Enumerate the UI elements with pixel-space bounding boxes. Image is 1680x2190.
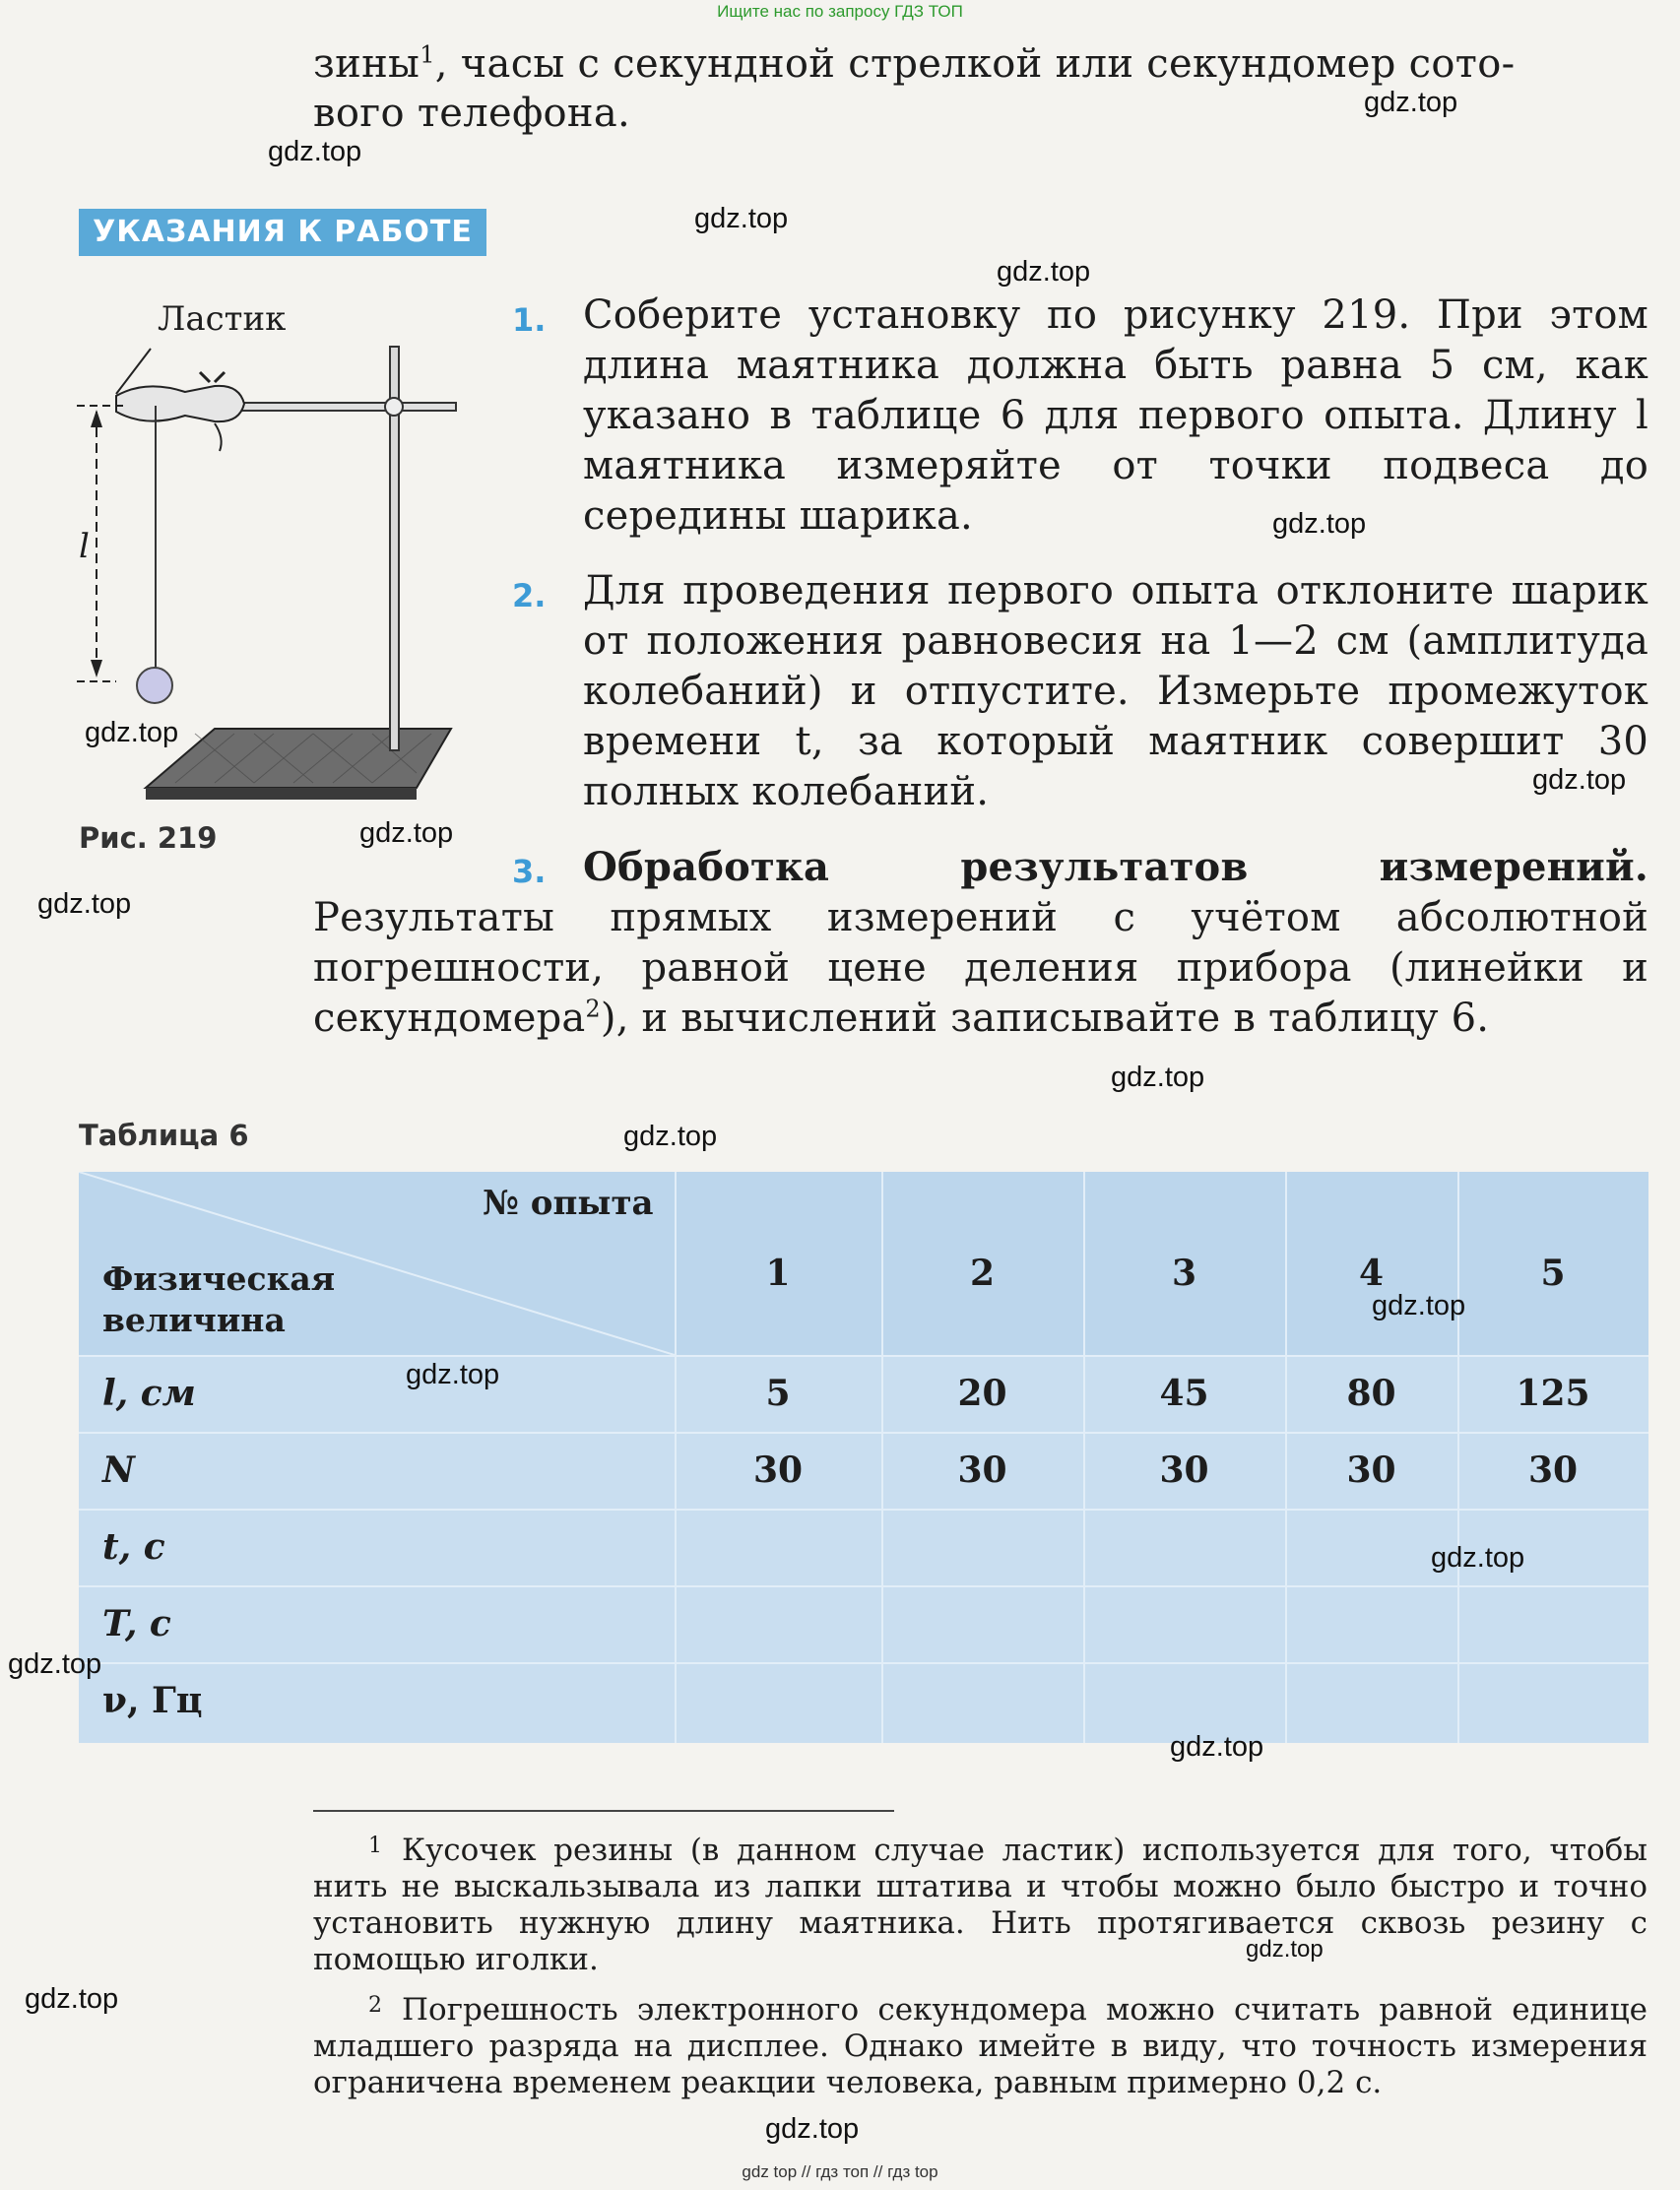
watermark: gdz.top bbox=[1272, 508, 1367, 540]
watermark: gdz.top bbox=[765, 2113, 860, 2145]
table-cell: 30 bbox=[1346, 1449, 1396, 1491]
step-2-text: Для проведения первого опыта отклоните шарик от положения равновесия на 1—2 см (амплитуда колебаний) и отпустите. Измерьте промежуток времени t, за который маятник совершит 30 полных колебаний. bbox=[583, 568, 1648, 814]
table-cell: 30 bbox=[957, 1449, 1007, 1491]
row-label: l, см bbox=[102, 1373, 196, 1414]
table-row bbox=[79, 1355, 1648, 1432]
table-cell: 80 bbox=[1346, 1373, 1396, 1414]
intro-text: зины$^1$, часы с секундной стрелкой или секундомер сото- вого телефона. bbox=[313, 40, 1516, 136]
footnote-divider bbox=[313, 1810, 894, 1812]
section-header: УКАЗАНИЯ К РАБОТЕ bbox=[79, 209, 486, 256]
figure-caption: Рис. 219 bbox=[79, 821, 218, 855]
watermark: gdz.top bbox=[1246, 1936, 1324, 1963]
col-header-2: 2 bbox=[969, 1253, 996, 1294]
watermark: gdz.top bbox=[1532, 764, 1627, 796]
col-header-1: 1 bbox=[765, 1253, 791, 1294]
table-cell: 30 bbox=[1159, 1449, 1209, 1491]
watermark: gdz.top bbox=[8, 1648, 102, 1680]
watermark: gdz.top bbox=[1364, 87, 1458, 118]
table-cell: 20 bbox=[957, 1373, 1007, 1414]
corner-bottom-label: Физическая величина bbox=[102, 1259, 336, 1339]
header-row bbox=[79, 1172, 1648, 1355]
col-header-4: 4 bbox=[1358, 1253, 1385, 1294]
corner-top-label: № опыта bbox=[483, 1184, 654, 1223]
watermark: gdz.top bbox=[1372, 1290, 1466, 1321]
watermark: gdz.top bbox=[25, 1983, 119, 2015]
watermark: gdz.top bbox=[359, 817, 454, 849]
table-cell: 5 bbox=[765, 1373, 791, 1414]
row-label: ν, Гц bbox=[102, 1680, 203, 1721]
watermark: gdz.top bbox=[997, 256, 1091, 288]
watermark: gdz.top bbox=[1111, 1062, 1205, 1093]
table-row bbox=[79, 1509, 1648, 1585]
top-banner: Ищите нас по запросу ГДЗ ТОП bbox=[717, 2, 963, 21]
table-cell: 30 bbox=[1527, 1449, 1579, 1491]
step-2-number: 2. bbox=[512, 577, 547, 614]
footnote-ref-2: 2 bbox=[585, 995, 601, 1023]
row-label: t, с bbox=[102, 1526, 165, 1568]
data-table bbox=[79, 1172, 1648, 1743]
table-cell: 45 bbox=[1159, 1373, 1209, 1414]
footnote-2: $^2$ Погрешность электронного секундомера можно считать равной единице младшего разряда на дисплее. Однако имейте в виду, что точность измерения ограничена временем реакции человека, равным примерно 0,2 с. bbox=[313, 1992, 1648, 2100]
footnote-1: $^1$ Кусочек резины (в данном случае ластик) используется для того, чтобы нить не выскальзывала из лапки штатива и чтобы можно было быстро и точно установить нужную длину маятника. Нить протягивается сквозь резину с помощью иголки. bbox=[313, 1833, 1648, 1977]
watermark: gdz.top bbox=[268, 136, 362, 167]
bottom-banner: gdz top // гдз топ // гдз top bbox=[742, 2162, 938, 2181]
figure-label-eraser: Ластик bbox=[158, 299, 287, 339]
watermark: gdz.top bbox=[1170, 1731, 1264, 1763]
step-1-text: Соберите установку по рисунку 219. При этом длина маятника должна быть равна 5 см, как указано в таблице 6 для первого опыта. Длину l маятника измеряйте от точки подвеса до середины шарика. bbox=[583, 292, 1648, 539]
table-cell: 30 bbox=[752, 1449, 804, 1491]
watermark: gdz.top bbox=[37, 888, 132, 920]
table-row bbox=[79, 1432, 1648, 1509]
step-1-number: 1. bbox=[512, 301, 547, 339]
row-label: N bbox=[102, 1449, 135, 1491]
table-row bbox=[79, 1662, 1648, 1739]
col-header-5: 5 bbox=[1540, 1253, 1566, 1294]
footnote-ref-1: 1 bbox=[420, 40, 435, 69]
row-label: T, с bbox=[102, 1603, 171, 1644]
figure-label-length: l bbox=[79, 527, 90, 566]
watermark: gdz.top bbox=[1431, 1542, 1525, 1574]
watermark: gdz.top bbox=[406, 1359, 500, 1390]
table-title: Таблица 6 bbox=[79, 1119, 249, 1152]
table-cell: 125 bbox=[1516, 1373, 1590, 1414]
watermark: gdz.top bbox=[694, 203, 789, 234]
watermark: gdz.top bbox=[85, 717, 179, 748]
col-header-3: 3 bbox=[1171, 1253, 1197, 1294]
step-3-text: Обработка результатов измерений. Результаты прямых измерений с учётом абсолютной погрешности, равной цене деления прибора (линейки и секундомера$^2$), и вычислений записывайте в таблицу 6. bbox=[313, 844, 1648, 1041]
step-3-number: 3. bbox=[512, 853, 547, 890]
watermark: gdz.top bbox=[623, 1121, 718, 1152]
table-row bbox=[79, 1585, 1648, 1662]
